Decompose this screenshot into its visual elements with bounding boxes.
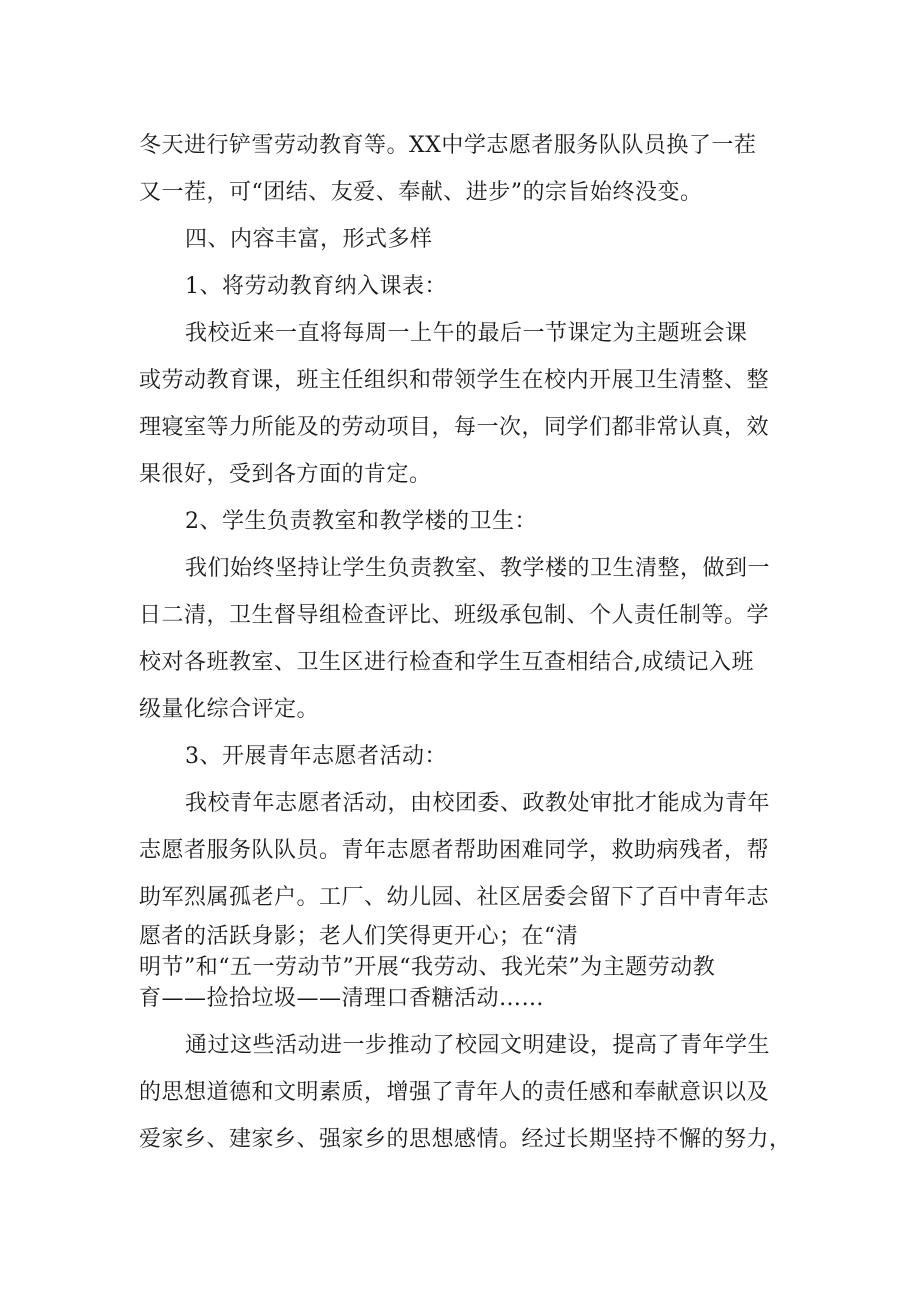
body-line: 育——捡拾垃圾——清理口香糖活动……	[139, 986, 545, 1011]
body-line: 我们始终坚持让学生负责教室、教学楼的卫生清整，做到一	[185, 556, 771, 581]
body-line: 愿者的活跃身影；老人们笑得更开心；在“清	[139, 924, 579, 949]
body-line: 明节”和“五一劳动节”开展“我劳动、我光荣”为主题劳动教	[139, 955, 716, 980]
body-line: 理寝室等力所能及的劳动项目，每一次，同学们都非常认真，效	[139, 415, 770, 440]
document-body	[139, 122, 792, 1163]
body-line: 的思想道德和文明素质，增强了青年人的责任感和奉献意识以及	[139, 1080, 770, 1105]
subsection-heading: 3、开展青年志愿者活动：	[185, 744, 447, 769]
body-line: 日二清，卫生督导组检查评比、班级承包制、个人责任制等。学	[139, 603, 770, 628]
body-line: 又一茬，可“团结、友爱、奉献、进步”的宗旨始终没变。	[139, 180, 703, 205]
body-line: 级量化综合评定。	[139, 697, 320, 722]
section-heading: 四、内容丰富，形式多样	[185, 227, 433, 252]
body-line: 校对各班教室、卫生区进行检查和学生互查相结合,成绩记入班	[139, 650, 754, 675]
body-line: 我校近来一直将每周一上午的最后一节课定为主题班会课	[185, 321, 748, 346]
subsection-heading: 1、将劳动教育纳入课表：	[185, 274, 447, 299]
body-line: 我校青年志愿者活动，由校团委、政教处审批才能成为青年	[185, 791, 771, 816]
body-line: 志愿者服务队队员。青年志愿者帮助困难同学，救助病残者，帮	[139, 838, 770, 863]
body-line: 或劳动教育课，班主任组织和带领学生在校内开展卫生清整、整	[139, 368, 770, 393]
body-line: 果很好，受到各方面的肯定。	[139, 462, 432, 487]
body-line: 助军烈属孤老户。工厂、幼儿园、社区居委会留下了百中青年志	[139, 885, 770, 910]
subsection-heading: 2、学生负责教室和教学楼的卫生：	[185, 509, 537, 534]
body-line: 冬天进行铲雪劳动教育等。XX中学志愿者服务队队员换了一茬	[139, 133, 757, 158]
body-line: 通过这些活动进一步推动了校园文明建设，提高了青年学生	[185, 1033, 771, 1058]
body-line: 爱家乡、建家乡、强家乡的思想感情。经过长期坚持不懈的努力，	[139, 1127, 792, 1152]
